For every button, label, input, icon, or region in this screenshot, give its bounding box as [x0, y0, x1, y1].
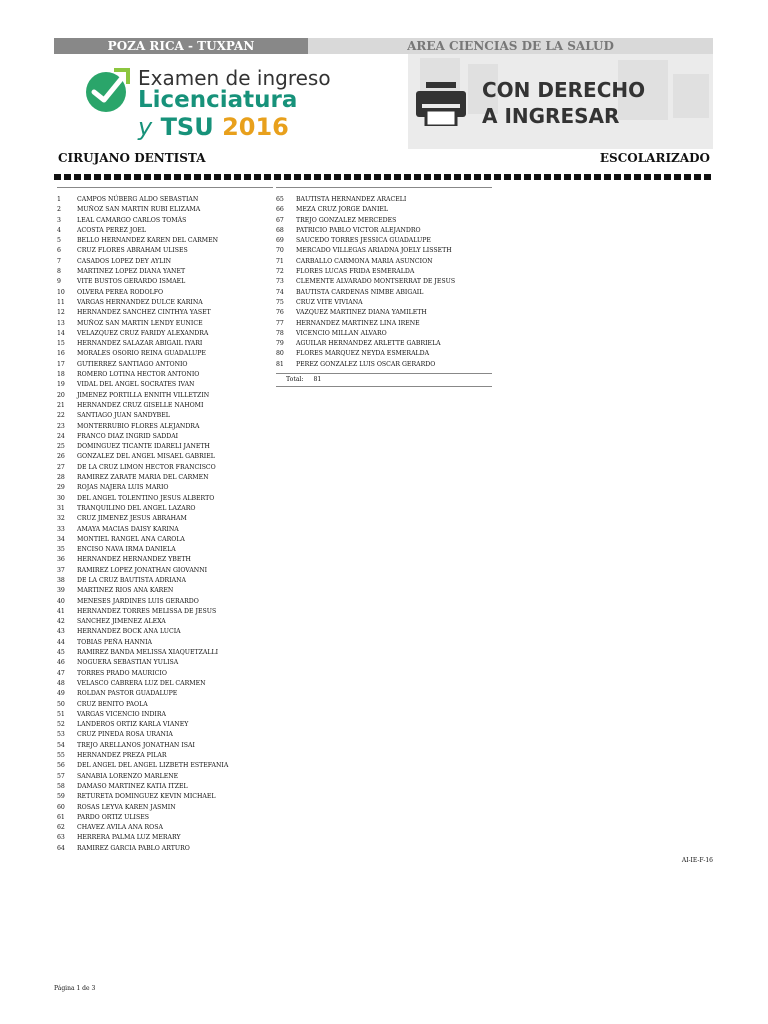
- student-name: MARTINEZ RIOS ANA KAREN: [77, 587, 174, 595]
- list-item: [276, 349, 492, 359]
- list-item: [276, 360, 492, 370]
- row-number: 56: [57, 762, 65, 770]
- row-number: 36: [57, 556, 65, 564]
- row-number: 51: [57, 710, 65, 718]
- row-number: 17: [57, 360, 65, 368]
- student-name: HERNANDEZ PREZA PILAR: [77, 752, 167, 760]
- student-name: MUÑOZ SAN MARTIN LENDY EUNICE: [77, 319, 203, 327]
- list-item: [57, 741, 273, 751]
- row-number: 79: [276, 340, 284, 348]
- student-name: CAMPOS NÚBERG ALDO SEBASTIAN: [77, 196, 199, 203]
- student-name: TREJO GONZALEZ MERCEDES: [296, 216, 397, 224]
- student-name: OLVERA PEREA RODOLFO: [77, 288, 164, 296]
- student-name: PATRICIO PABLO VICTOR ALEJANDRO: [296, 226, 421, 234]
- student-name: MUÑOZ SAN MARTIN RUBI ELIZAMA: [77, 206, 201, 214]
- student-name: CLEMENTE ALVARADO MONTSERRAT DE JESUS: [296, 278, 456, 286]
- row-number: 10: [57, 288, 65, 296]
- list-item: [57, 638, 273, 648]
- row-number: 50: [57, 700, 65, 708]
- student-name: DE LA CRUZ LIMON HECTOR FRANCISCO: [77, 463, 216, 471]
- row-number: 26: [57, 453, 65, 461]
- student-name: NOGUERA SEBASTIAN YULISA: [77, 659, 179, 667]
- student-name: LEAL CAMARGO CARLOS TOMÁS: [77, 216, 187, 224]
- row-number: 46: [57, 659, 65, 667]
- list-item: [276, 277, 492, 287]
- list-item: [57, 504, 273, 514]
- row-number: 57: [57, 772, 65, 780]
- list-item: [57, 689, 273, 699]
- row-number: 9: [57, 278, 61, 286]
- student-name: PEREZ GONZALEZ LUIS OSCAR GERARDO: [296, 360, 436, 368]
- list-item: [276, 205, 492, 215]
- student-name: HERRERA PALMA LUZ MERARY: [77, 834, 181, 842]
- row-number: 76: [276, 309, 284, 317]
- logo-year: 2016: [222, 113, 289, 141]
- student-name: AMAYA MACIAS DAISY KARINA: [77, 525, 179, 533]
- row-number: 74: [276, 288, 284, 296]
- list-item: [57, 566, 273, 576]
- student-name: BAUTISTA HERNANDEZ ARACELI: [296, 196, 407, 203]
- list-item: [57, 432, 273, 442]
- list-item: [57, 452, 273, 462]
- list-item: [57, 514, 273, 524]
- row-number: 61: [57, 813, 65, 821]
- list-item: [276, 339, 492, 349]
- student-name: DEL ANGEL DEL ANGEL LIZBETH ESTEFANIA: [77, 762, 229, 770]
- total-row: [276, 374, 492, 387]
- row-number: 20: [57, 391, 65, 399]
- row-number: 40: [57, 597, 65, 605]
- student-name: HERNANDEZ SALAZAR ABIGAIL IYARI: [77, 340, 203, 348]
- student-name: TORRES PRADO MAURICIO: [77, 669, 167, 677]
- list-item: [57, 380, 273, 390]
- student-name: ROSAS LEYVA KAREN JASMIN: [77, 803, 176, 811]
- row-number: 67: [276, 216, 284, 224]
- list-item: [276, 288, 492, 298]
- row-number: 77: [276, 319, 284, 327]
- list-item: [57, 236, 273, 246]
- student-name: FRANCO DIAZ INGRID SADDAI: [77, 432, 179, 440]
- student-name: DOMINGUEZ TICANTE IDARELI JANETH: [77, 443, 210, 451]
- list-item: [57, 288, 273, 298]
- dashed-divider: [54, 174, 713, 180]
- row-number: 15: [57, 340, 65, 348]
- row-number: 6: [57, 247, 61, 255]
- logo-line3: [138, 113, 289, 141]
- row-number: 72: [276, 268, 284, 276]
- student-name: HERNANDEZ BOCK ANA LUCIA: [77, 628, 181, 636]
- student-name: VAZQUEZ MARTINEZ DIANA YAMILETH: [296, 309, 427, 317]
- row-number: 23: [57, 422, 65, 430]
- row-number: 65: [276, 196, 284, 203]
- student-name: RAMIREZ LOPEZ JONATHAN GIOVANNI: [77, 566, 208, 574]
- student-name: VARGAS HERNANDEZ DULCE KARINA: [77, 298, 203, 306]
- list-item: [57, 442, 273, 452]
- student-name: FLORES MARQUEZ NEYDA ESMERALDA: [296, 350, 430, 358]
- student-name: VELAZQUEZ CRUZ FARIDY ALEXANDRA: [77, 329, 209, 337]
- list-item: [57, 627, 273, 637]
- list-item: [57, 391, 273, 401]
- list-item: [57, 844, 273, 854]
- list-item: [57, 216, 273, 226]
- row-number: 2: [57, 206, 61, 214]
- student-name: ROJAS NAJERA LUIS MARIO: [77, 484, 169, 492]
- student-name: CRUZ JIMENEZ JESUS ABRAHAM: [77, 515, 187, 523]
- student-name: ROLDAN PASTOR GUADALUPE: [77, 690, 178, 698]
- list-item: [57, 463, 273, 473]
- student-name: BELLO HERNANDEZ KAREN DEL CARMEN: [77, 237, 219, 245]
- list-item: [57, 617, 273, 627]
- list-item: [57, 658, 273, 668]
- list-item: [57, 597, 273, 607]
- list-item: [276, 226, 492, 236]
- row-number: 59: [57, 793, 65, 801]
- list-rows: [57, 195, 273, 854]
- list-item: [276, 195, 492, 205]
- list-column-1: [57, 187, 273, 854]
- student-name: VITE BUSTOS GERARDO ISMAEL: [77, 278, 186, 286]
- list-item: [57, 772, 273, 782]
- row-number: 81: [276, 360, 284, 368]
- list-item: [57, 803, 273, 813]
- row-number: 28: [57, 474, 65, 482]
- row-number: 68: [276, 226, 284, 234]
- list-item: [57, 483, 273, 493]
- list-item: [57, 545, 273, 555]
- row-number: 19: [57, 381, 65, 389]
- student-name: CASADOS LOPEZ DEY AYLIN: [77, 257, 172, 265]
- list-item: [57, 319, 273, 329]
- list-item: [57, 257, 273, 267]
- row-number: 37: [57, 566, 65, 574]
- list-item: [57, 761, 273, 771]
- row-number: 32: [57, 515, 65, 523]
- list-item: [276, 257, 492, 267]
- list-item: [57, 360, 273, 370]
- student-name: RAMIREZ GARCIA PABLO ARTURO: [77, 844, 190, 852]
- student-name: FLORES LUCAS FRIDA ESMERALDA: [296, 268, 415, 276]
- row-number: 12: [57, 309, 65, 317]
- student-name: VELASCO CABRERA LUZ DEL CARMEN: [77, 679, 206, 687]
- student-name: SANABIA LORENZO MARLENE: [77, 772, 179, 780]
- row-number: 5: [57, 237, 61, 245]
- student-name: CRUZ VITE VIVIANA: [296, 298, 363, 306]
- row-number: 13: [57, 319, 65, 327]
- list-item: [57, 586, 273, 596]
- student-name: TRANQUILINO DEL ANGEL LAZARO: [77, 504, 196, 512]
- student-name: CARBALLO CARMONA MARIA ASUNCION: [296, 257, 433, 265]
- list-item: [57, 782, 273, 792]
- list-item: [276, 216, 492, 226]
- row-number: 66: [276, 206, 284, 214]
- list-item: [57, 730, 273, 740]
- list-item: [57, 494, 273, 504]
- list-item: [57, 535, 273, 545]
- list-item: [57, 308, 273, 318]
- row-number: 71: [276, 257, 284, 265]
- row-number: 69: [276, 237, 284, 245]
- ghost-sheet: [673, 74, 709, 118]
- row-number: 4: [57, 226, 61, 234]
- row-number: 80: [276, 350, 284, 358]
- student-name: MONTERRUBIO FLORES ALEJANDRA: [77, 422, 200, 430]
- row-number: 45: [57, 649, 65, 657]
- row-number: 48: [57, 679, 65, 687]
- modality-title: ESCOLARIZADO: [599, 151, 710, 165]
- student-name: HERNANDEZ TORRES MELISSA DE JESUS: [77, 607, 217, 615]
- student-name: TOBIAS PEÑA HANNIA: [77, 638, 152, 646]
- row-number: 58: [57, 782, 65, 790]
- row-number: 49: [57, 690, 65, 698]
- student-name: RAMIREZ BANDA MELISSA XIAQUETZALLI: [77, 649, 219, 657]
- list-item: [276, 308, 492, 318]
- row-number: 64: [57, 844, 65, 852]
- student-name: DEL ANGEL TOLENTINO JESUS ALBERTO: [77, 494, 215, 502]
- list-item: [57, 339, 273, 349]
- list-item: [57, 833, 273, 843]
- student-name: VARGAS VICENCIO INDIRA: [77, 710, 166, 718]
- status-line2: A INGRESAR: [482, 104, 620, 128]
- row-number: 41: [57, 607, 65, 615]
- student-name: HERNANDEZ HERNANDEZ YBETH: [77, 556, 191, 564]
- logo-y: y: [138, 113, 153, 141]
- list-item: [57, 813, 273, 823]
- list-item: [57, 401, 273, 411]
- student-name: RAMIREZ ZARATE MARIA DEL CARMEN: [77, 474, 209, 482]
- status-line1: CON DERECHO: [482, 78, 646, 102]
- row-number: 47: [57, 669, 65, 677]
- student-name: RETURETA DOMINGUEZ KEVIN MICHAEL: [77, 793, 216, 801]
- row-number: 78: [276, 329, 284, 337]
- list-item: [276, 298, 492, 308]
- row-number: 55: [57, 752, 65, 760]
- student-name: GUTIERREZ SANTIAGO ANTONIO: [77, 360, 188, 368]
- row-number: 73: [276, 278, 284, 286]
- row-number: 24: [57, 432, 65, 440]
- list-item: [57, 226, 273, 236]
- list-item: [57, 205, 273, 215]
- list-item: [57, 267, 273, 277]
- row-number: 16: [57, 350, 65, 358]
- list-item: [57, 607, 273, 617]
- list-item: [57, 648, 273, 658]
- logo-tsu: TSU: [160, 113, 214, 141]
- row-number: 54: [57, 741, 65, 749]
- student-name: MENESES JARDINES LUIS GERARDO: [77, 597, 199, 605]
- student-name: HERNANDEZ SANCHEZ CINTHYA YASET: [77, 309, 211, 317]
- list-item: [57, 329, 273, 339]
- row-number: 39: [57, 587, 65, 595]
- logo-line1: Examen de ingreso: [138, 66, 331, 90]
- list-item: [57, 246, 273, 256]
- student-name: CRUZ PINEDA ROSA URANIA: [77, 731, 173, 739]
- student-name: HERNANDEZ MARTINEZ LINA IRENE: [296, 319, 420, 327]
- row-number: 3: [57, 216, 61, 224]
- page-number: Página 1 de 3: [54, 985, 96, 992]
- student-name: DAMASO MARTINEZ KATIA ITZEL: [77, 782, 188, 790]
- row-number: 1: [57, 196, 61, 203]
- list-item: [57, 669, 273, 679]
- row-number: 14: [57, 329, 65, 337]
- student-name: ACOSTA PEREZ JOEL: [77, 226, 147, 234]
- list-item: [57, 576, 273, 586]
- printer-icon: [416, 82, 466, 126]
- total-label: Total:: [286, 376, 304, 384]
- list-item: [57, 823, 273, 833]
- row-number: 8: [57, 268, 61, 276]
- row-number: 25: [57, 443, 65, 451]
- list-item: [276, 319, 492, 329]
- student-name: AGUILAR HERNANDEZ ARLETTE GABRIELA: [296, 340, 441, 348]
- row-number: 44: [57, 638, 65, 646]
- row-number: 42: [57, 618, 65, 626]
- row-number: 31: [57, 504, 65, 512]
- list-item: [57, 473, 273, 483]
- student-name: LANDEROS ORTIZ KARLA VIANEY: [77, 721, 189, 729]
- status-text: [482, 77, 645, 129]
- area-title: AREA CIENCIAS DE LA SALUD: [308, 38, 713, 54]
- row-number: 70: [276, 247, 284, 255]
- list-item: [57, 411, 273, 421]
- list-item: [57, 555, 273, 565]
- student-name: ROMERO LOTINA HECTOR ANTONIO: [77, 371, 200, 379]
- row-number: 30: [57, 494, 65, 502]
- career-title: CIRUJANO DENTISTA: [58, 151, 206, 165]
- list-rows: [276, 195, 492, 370]
- list-column-2: [276, 187, 492, 387]
- logo-line2: Licenciatura: [138, 87, 298, 113]
- student-name: VICENCIO MILLAN ALVARO: [296, 329, 387, 337]
- row-number: 53: [57, 731, 65, 739]
- list-item: [57, 525, 273, 535]
- row-number: 38: [57, 576, 65, 584]
- student-name: CRUZ BENITO PAOLA: [77, 700, 148, 708]
- student-name: CHAVEZ AVILA ANA ROSA: [77, 824, 163, 832]
- student-name: GONZALEZ DEL ANGEL MISAEL GABRIEL: [77, 453, 215, 461]
- list-item: [276, 246, 492, 256]
- student-name: SANTIAGO JUAN SANDYBEL: [77, 412, 170, 420]
- list-item: [57, 720, 273, 730]
- student-name: MORALES OSORIO REINA GUADALUPE: [77, 350, 206, 358]
- list-item: [57, 370, 273, 380]
- student-name: CRUZ FLORES ABRAHAM ULISES: [77, 247, 188, 255]
- row-number: 34: [57, 535, 65, 543]
- row-number: 52: [57, 721, 65, 729]
- student-name: DE LA CRUZ BAUTISTA ADRIANA: [77, 576, 187, 584]
- student-name: SANCHEZ JIMENEZ ALEXA: [77, 618, 166, 626]
- student-name: JIMENEZ PORTILLA ENNITH VILLETZIN: [77, 391, 210, 399]
- list-item: [276, 329, 492, 339]
- row-number: 60: [57, 803, 65, 811]
- row-number: 63: [57, 834, 65, 842]
- student-name: MARTINEZ LOPEZ DIANA YANET: [77, 268, 186, 276]
- student-name: ENCISO NAVA IRMA DANIELA: [77, 546, 176, 554]
- total-value: 81: [313, 376, 322, 384]
- student-name: SAUCEDO TORRES JESSICA GUADALUPE: [296, 237, 431, 245]
- row-number: 75: [276, 298, 284, 306]
- header-bar: [54, 38, 713, 54]
- list-item: [276, 236, 492, 246]
- row-number: 29: [57, 484, 65, 492]
- list-item: [57, 298, 273, 308]
- row-number: 7: [57, 257, 61, 265]
- banner: [54, 54, 713, 149]
- student-name: TREJO ARELLANOS JONATHAN ISAI: [77, 741, 195, 749]
- list-item: [276, 267, 492, 277]
- student-name: BAUTISTA CARDENAS NIMBE ABIGAIL: [296, 288, 424, 296]
- row-number: 18: [57, 371, 65, 379]
- list-item: [57, 195, 273, 205]
- row-number: 11: [57, 298, 65, 306]
- list-item: [57, 349, 273, 359]
- student-name: VIDAL DEL ANGEL SOCRATES IVAN: [77, 381, 195, 389]
- student-name: PARDO ORTIZ ULISES: [77, 813, 149, 821]
- row-number: 21: [57, 401, 65, 409]
- row-number: 27: [57, 463, 65, 471]
- row-number: 62: [57, 824, 65, 832]
- row-number: 33: [57, 525, 65, 533]
- row-number: 22: [57, 412, 65, 420]
- list-item: [57, 710, 273, 720]
- list-item: [57, 679, 273, 689]
- student-name: MERCADO VILLEGAS ARIADNA JOELY LISSETH: [296, 247, 452, 255]
- student-name: MEZA CRUZ JORGE DANIEL: [296, 206, 389, 214]
- student-name: MONTIEL RANGEL ANA CAROLA: [77, 535, 185, 543]
- form-code: AI-IE-F-16: [681, 857, 713, 864]
- list-item: [57, 277, 273, 287]
- list-item: [57, 792, 273, 802]
- row-number: 35: [57, 546, 65, 554]
- student-name: HERNANDEZ CRUZ GISELLE NAHOMI: [77, 401, 204, 409]
- uv-logo-icon: [84, 66, 132, 114]
- row-number: 43: [57, 628, 65, 636]
- campus-title: POZA RICA - TUXPAN: [54, 38, 308, 54]
- list-item: [57, 700, 273, 710]
- list-item: [57, 422, 273, 432]
- list-item: [57, 751, 273, 761]
